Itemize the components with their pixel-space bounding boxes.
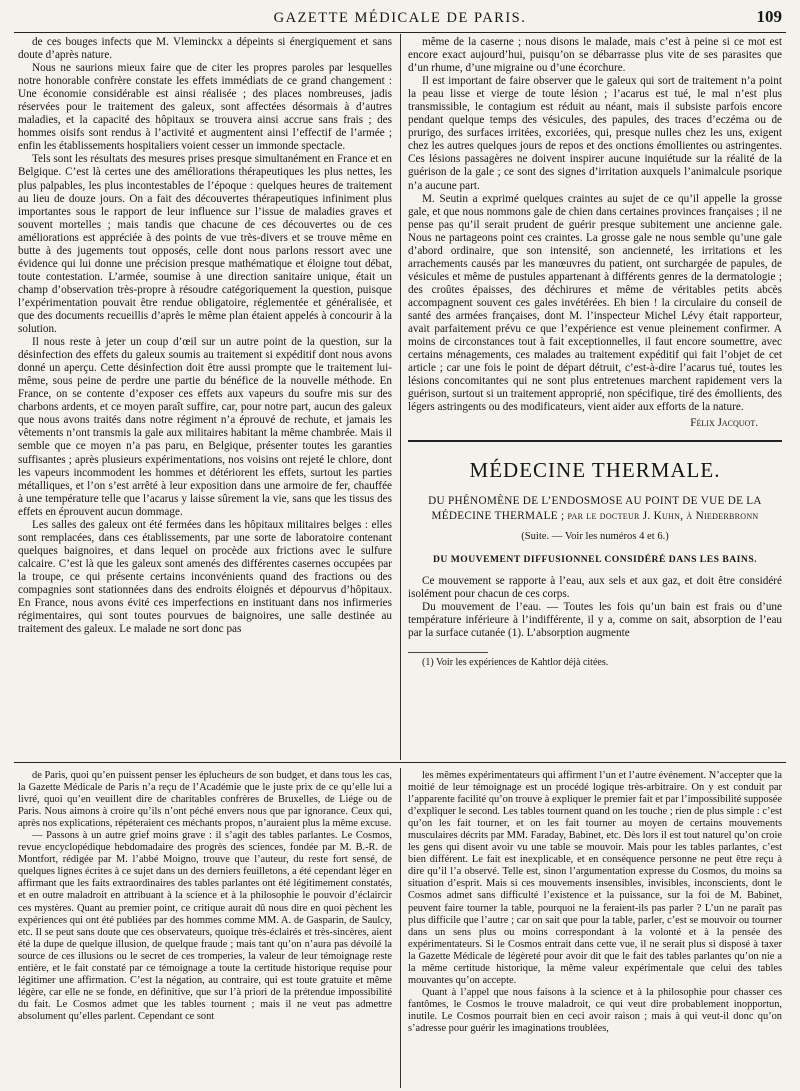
newspaper-title: GAZETTE MÉDICALE DE PARIS. bbox=[273, 10, 527, 26]
paragraph: Du mouvement de l’eau. — Toutes les fois qu’un bain est frais ou d’une température inférieure à l’indifférente, il y a, comme on sait, absorption de l’eau par la surface cutanée (1). L’absorption augmente bbox=[408, 600, 782, 639]
article-subheading: DU MOUVEMENT DIFFUSIONNEL CONSIDÉRÉ DANS LES BAINS. bbox=[432, 554, 758, 566]
footnote: (1) Voir les expériences de Kahtlor déjà citées. bbox=[422, 656, 609, 668]
paragraph: Quant à l’appel que nous faisons à la science et à la philosophie pour chasser ces fantômes, le Cosmos le trouve maladroit, ce qui veut dire probablement inopportun, inutile. Le Cosmos pourrait bien en ceci avoir raison ; mais à qui veut-il donc qu’on s’adresse pour guérir les imaginations troublées, bbox=[408, 986, 782, 1034]
paragraph: même de la caserne ; nous disons le malade, mais c’est à peine si ce mot est encore exact aujourd’hui, puisqu’on se débarrasse plus vite de ses parasites que d’un rhume, d’une migraine ou d’une écorchure. bbox=[408, 36, 782, 75]
column-divider-top bbox=[400, 34, 401, 760]
section-title: MÉDECINE THERMALE. bbox=[469, 458, 721, 483]
paragraph: Tels sont les résultats des mesures prises presque simultanément en France et en Belgique. C’est là certes une des améliorations thérapeutiques les plus nettes, les plus palpables, les plus incontestables de l’époque : quelques heures de traitement au lieu de douze jours. On a fait des découvertes thérapeutiques infiniment plus importantes sous le rapport de leur influence sur l’issue de maladies graves et souvent mortelles ; mais tandis que chacune de ces découvertes ou de ces améliorations est appréciée à des points de vue très-divers et se trouve même en butte à des jugements tout opposés, celle dont nous parlons ressort avec une évidence qui lui donne une précision presque mathématique et éloigne tout débat, toute contestation. L’armée, soumise à une direction sanitaire unique, était un champ d’observation très-propre à résoudre catégoriquement la question, puisque l’expérimentation pouvait être rendue obligatoire, réglementée et généralisée, et que des documents recueillis d’après le même plan étaient appelés à concourir à la solution. bbox=[18, 153, 392, 336]
paragraph: M. Seutin a exprimé quelques craintes au sujet de ce qu’il appelle la grosse gale, et que nous nommons gale de chien dans certaines provinces françaises ; il ne pense pas qu’il serait prudent de guérir presque subitement une ancienne gale. Nous ne partageons point ces craintes. La grosse gale ne nous semble qu’une gale d’abord ordinaire, que son intensité, son ancienneté, les irritations et les arrachements causés par les manœuvres du patient, ont surchargée de papules, de vésicules et même de pustules appartenant à différents genres de la dermatologie ; des croûtes épaisses, des déchirures et même de véritables petits abcès accompagnent souvent ces gales invétérées. Eh bien ! la circulaire du conseil de santé des armées françaises, dont M. l’inspecteur Michel Lévy était rapporteur, avait parfaitement prévu ce que l’expérience est venue pleinement confirmer. A moins de circonstances tout à fait exceptionnelles, il faut encore soumettre, avec certains ménagements, ces malades au traitement expéditif qui fait l’objet de cet article ; car une fois le point de départ détruit, c’est-à-dire l’acarus tué, toutes les lésions concomitantes qui ne sont plus entretenues marchent rapidement vers la guérison, surtout si un traitement approprié, non spécifique, tiré des émollients, des légers astringents ou des modificateurs, vient aider aux efforts de la nature. bbox=[408, 192, 782, 414]
column-divider-bottom bbox=[400, 768, 401, 1088]
right-column bbox=[408, 36, 782, 758]
footnote-rule bbox=[408, 652, 488, 653]
feuilleton-divider bbox=[14, 762, 786, 763]
paragraph: de ces bouges infects que M. Vleminckx a dépeints si énergiquement et sans doute d’après nature. bbox=[18, 36, 392, 62]
author-signature: Félix Jacquot. bbox=[690, 417, 758, 430]
page-number: 109 bbox=[756, 7, 782, 26]
article-continuation-note: (Suite. — Voir les numéros 4 et 6.) bbox=[521, 531, 669, 543]
section-divider bbox=[408, 440, 782, 442]
paragraph: — Passons à un autre grief moins grave : il s’agit des tables parlantes. Le Cosmos, revue encyclopédique hebdomadaire des progrès des sciences, fondée par M. B.-R. de Montfort, rédigée par M. l’abbé Moigno, trouve que l’auteur, du reste fort sensé, de quelques lignes écrites à ce sujet dans un des derniers feuilletons, a été cependant léger en affirmant que les faits extraordinaires des tables parlantes ont été légitimement constatés, et en outre maladroit en attribuant à la science et à la philosophie le pouvoir d’éclaircir ces mystères. Quant au premier point, ce critique aurait dû nous dire en quoi pèchent les expériences qui ont été publiées par des hommes comme MM. A. de Gasparin, de Saulcy, etc. Il se peut sans doute que ces observateurs, quoique très-éclairés et très-sincères, aient été la dupe de quelque illusion, de quelque fraude ; mais tant qu’on n’aura pas dévoilé la source de ces illusions ou le secret de ces tromperies, la valeur de leur témoignage reste entière, et le fait constaté par ce témoignage a toute la certitude historique requise pour légitimer une affirmation. C’est la négation, au contraire, qui est toute gratuite et même légère, car elle ne se fonde, en définitive, que sur l’à priori de la prétendue impossibilité du fait. Le Cosmos admet que les tables tournent ; mais il ne veut pas admettre absolument qu’elles parlent. Cependant ce sont bbox=[18, 830, 392, 1022]
paragraph: Nous ne saurions mieux faire que de citer les propres paroles par lesquelles notre honorable confrère constate les effets immédiats de ce grand changement : Une économie considérable est ainsi réalisée ; des places nombreuses, jadis réservées pour le traitement des galeux, sont affectées désormais à d’autres maladies, et la capacité des hôpitaux se trouvera ainsi accrue sans frais ; des hommes oisifs sont rendus à l’activité et augmentent ainsi l’effectif de l’armée ; enfin les établissements hospitaliers voient cesser un immonde spectacle. bbox=[18, 62, 392, 153]
paragraph: Il est important de faire observer que le galeux qui sort de traitement n’a point la peau lisse et vierge de toute lésion ; l’acarus est tué, le mal n’est plus transmissible, le contagium est réduit au néant, mais il subsiste parfois encore pendant quelque temps des vésicules, des papules, des traces d’eczéma ou de prurigo, des surfaces irritées, excoriées, qui, presque nulles chez les uns, exigent chez les autres quelques jours de repos et des onctions émollientes ou astringentes. Ces lésions passagères ne doivent inspirer aucune inquiétude sur la réalité de la guérison de la gale ; ce sont des signes d’irritation auxquels l’animalcule psorique n’a aucune part. bbox=[408, 75, 782, 192]
lower-right-column bbox=[408, 770, 782, 1086]
left-column bbox=[18, 36, 392, 758]
paragraph: de Paris, quoi qu’en puissent penser les éplucheurs de son budget, et dans tous les cas, la Gazette Médicale de Paris n’a reçu de l’Académie que le juste prix de ce qu’elle lui a livré, quoi qu’en veuillent dire de charitables confrères de Bruxelles, de Liége ou de Paris. Nous aimons à croire qu’ils n’ont péché envers nous que par ignorance. Ceux qui, après nos explications, répéteraient ces méchants propos, n’auraient plus la même excuse. bbox=[18, 770, 392, 830]
paragraph: Les salles des galeux ont été fermées dans les hôpitaux militaires belges : elles sont remplacées, dans ces établissements, par une sorte de laboratoire contenant quelques baignoires, et dans lequel on procède aux frictions avec le sulfure calcaire. C’est là que les galeux sont amenés des différentes casernes occupées par la troupe, ce qui présente certains inconvénients quand des fractions ou des compagnies sont stationnées dans des endroits éloignés et dépourvus d’hôpitaux. En France, nous avons évité ces imperfections en instituant dans nos infirmeries régimentaires, qui sont toutes pourvues de baignoires, une salle destinée au traitement des galeux. Le malade ne sort donc pas bbox=[18, 518, 392, 636]
paragraph: les mêmes expérimentateurs qui affirment l’un et l’autre événement. N’accepter que la moitié de leur témoignage est un procédé logique très-arbitraire. On y est conduit par l’apparente facilité qu’on trouve à expliquer le premier fait et par l’impossibilité supposée d’expliquer le second. Les tables tournent quand on les touche ; rien de plus simple : c’est qu’on les fait tourner, et on les fait tourner au moyen de certains mouvements musculaires décrits par MM. Faraday, Babinet, etc. Dès lors il est tout naturel qu’on croie les gens qui disent avoir vu une table se mouvoir. Mais pour les tables parlantes, c’est bien différent. Le fait est inexplicable, et en conséquence personne ne peut être reçu à dire qu’il l’a observé. Telle est, sinon l’argumentation expresse du Cosmos, du moins sa situation d’esprit. Mais si ces mouvements insensibles, invisibles, inconscients, dont le Cosmos admet sans difficulté l’existence et la puissance, sur la foi de M. Babinet, peuvent faire tourner la table, pourquoi ne la feraient-ils pas parler ? L’un ne paraît pas plus difficile que l’autre ; car on sait que pour la table, parler, c’est se mouvoir ou tourner dans un sens plus ou moins correspondant à la volonté et à la pensée des expérimentateurs. Si le Cosmos entrait dans cette vue, il ne serait plus si disposé à taxer la Gazette Médicale de légèreté pour avoir dit que le fait des tables parlantes qu’on nie a la même certitude historique, la même valeur expérimentale que celui des tables mouvantes qu’on accepte. bbox=[408, 770, 782, 986]
paragraph: Ce mouvement se rapporte à l’eau, aux sels et aux gaz, et doit être considéré isolément pour chacun de ces corps. bbox=[408, 574, 782, 600]
lower-left-column bbox=[18, 770, 392, 1086]
article-title: DU PHÉNOMÈNE DE L’ENDOSMOSE AU POINT DE VUE DE LA MÉDECINE THERMALE ; par le docteur J. Kuhn, à Niederbronn bbox=[428, 495, 762, 523]
paragraph: Il nous reste à jeter un coup d’œil sur un autre point de la question, sur la désinfection des effets du galeux soumis au traitement si expéditif dont nous avons donné un aperçu. Cette désinfection doit être aussi prompte que le traitement lui-même, sous peine de perdre une partie du bénéfice de la nouvelle méthode. En France, on se contente d’exposer ces effets aux vapeurs du soufre mis sur des charbons ardents, et ce moyen paraît suffire, car, pour notre part, aucun des galeux que nous avons traités dans notre régiment n’a éprouvé de rechute, et jamais les vêtements n’ont transmis la gale aux militaires habitant la même chambrée. Mais il semble que ce moyen n’a pas paru, en Belgique, présenter toutes les garanties suffisantes ; après plusieurs expérimentations, nos voisins ont rejeté le chlore, dont les vapeurs incommodent les hommes et détériorent les effets, surtout les parties métalliques, et l’on s’est arrêté à leur exposition dans une armoire de fer, chauffée à une température telle que l’acarus y laisse sûrement la vie, sans que les tissus des effets en éprouvent aucun dommage. bbox=[18, 336, 392, 518]
page-header bbox=[14, 4, 786, 33]
